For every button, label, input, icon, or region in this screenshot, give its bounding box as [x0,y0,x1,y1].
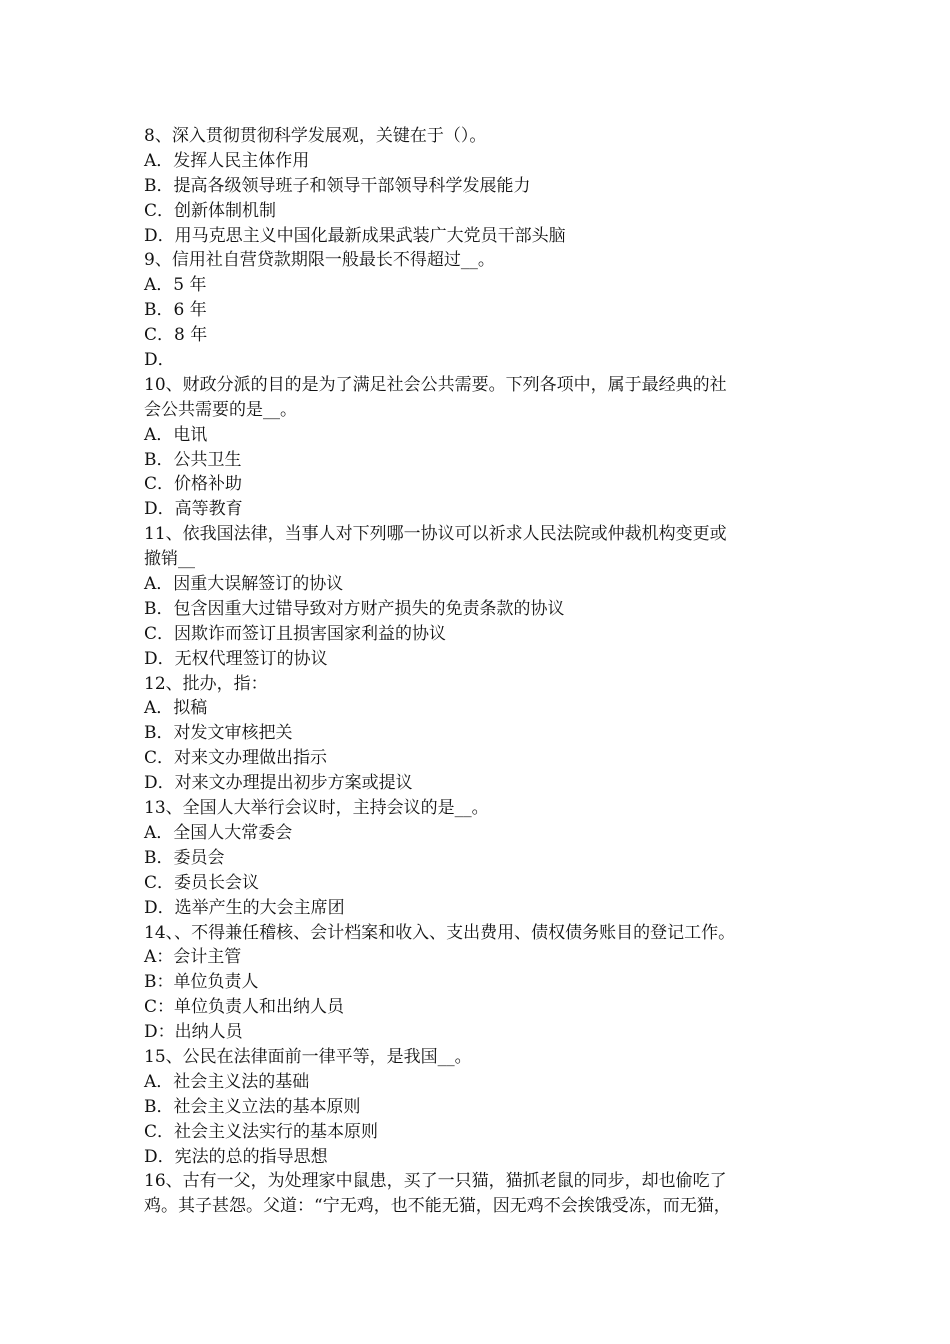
option-11b: B．包含因重大过错导致对方财产损失的免责条款的协议 [144,598,565,619]
option-10d: D．高等教育 [144,499,243,520]
option-9c: C．8 年 [144,325,208,346]
option-10c: C．价格补助 [144,474,243,495]
option-13a: A．全国人大常委会 [144,822,293,843]
question-16-stem: 16、古有一父，为处理家中鼠患，买了一只猫，猫抓老鼠的同步，却也偷吃了 [144,1171,727,1192]
question-10-stem: 10、财政分派的目的是为了满足社会公共需要。下列各项中，属于最经典的社 [144,374,727,395]
option-12b: B．对发文审核把关 [144,723,293,744]
question-8-stem: 8、深入贯彻贯彻科学发展观，关键在于（）。 [144,126,487,146]
question-9-stem: 9、信用社自营贷款期限一般最长不得超过__。 [144,250,495,271]
document-page [144,124,824,1219]
option-13c: C．委员长会议 [144,872,260,893]
option-9d: D． [144,350,175,371]
option-8c: C．创新体制机制 [144,200,277,221]
question-15-stem: 15、公民在法律面前一律平等，是我国__。 [144,1046,472,1067]
option-8d: D．用马克思主义中国化最新成果武装广大党员干部头脑 [144,225,566,246]
option-10a: A．电讯 [144,424,208,445]
option-13b: B．委员会 [144,847,225,868]
option-12c: C．对来文办理做出指示 [144,748,328,769]
option-15b: B．社会主义立法的基本原则 [144,1096,361,1117]
option-14d: D：出纳人员 [144,1022,243,1043]
option-15d: D．宪法的总的指导思想 [144,1146,328,1167]
option-11c: C．因欺诈而签订且损害国家利益的协议 [144,623,447,644]
question-13-stem: 13、全国人大举行会议时，主持会议的是__。 [144,798,489,819]
option-14b: B：单位负责人 [144,972,259,993]
question-16-stem-cont: 鸡。其子甚怨。父道：“宁无鸡，也不能无猫，因无鸡不会挨饿受冻，而无猫， [144,1196,731,1217]
option-8a: A．发挥人民主体作用 [144,150,310,171]
option-8b: B．提高各级领导班子和领导干部领导科学发展能力 [144,175,531,196]
option-9a: A．5 年 [144,275,207,296]
question-14-stem: 14、、不得兼任稽核、会计档案和收入、支出费用、债权债务账目的登记工作。 [144,922,736,943]
question-12-stem: 12、批办，指： [144,673,268,694]
option-15a: A．社会主义法的基础 [144,1071,310,1092]
option-12d: D．对来文办理提出初步方案或提议 [144,773,413,794]
option-14c: C：单位负责人和出纳人员 [144,997,345,1018]
question-11-stem: 11、依我国法律，当事人对下列哪一协议可以祈求人民法院或仲裁机构变更或 [144,524,727,545]
option-10b: B．公共卫生 [144,449,242,470]
question-10-stem-cont: 会公共需要的是__。 [144,399,297,420]
option-12a: A．拟稿 [144,698,208,719]
option-15c: C．社会主义法实行的基本原则 [144,1121,379,1142]
option-14a: A：会计主管 [144,947,242,968]
option-11a: A．因重大误解签订的协议 [144,574,344,595]
option-13d: D．选举产生的大会主席团 [144,897,345,918]
option-9b: B．6 年 [144,300,207,321]
option-11d: D．无权代理签订的协议 [144,648,328,669]
question-11-stem-cont: 撤销__ [144,549,195,570]
